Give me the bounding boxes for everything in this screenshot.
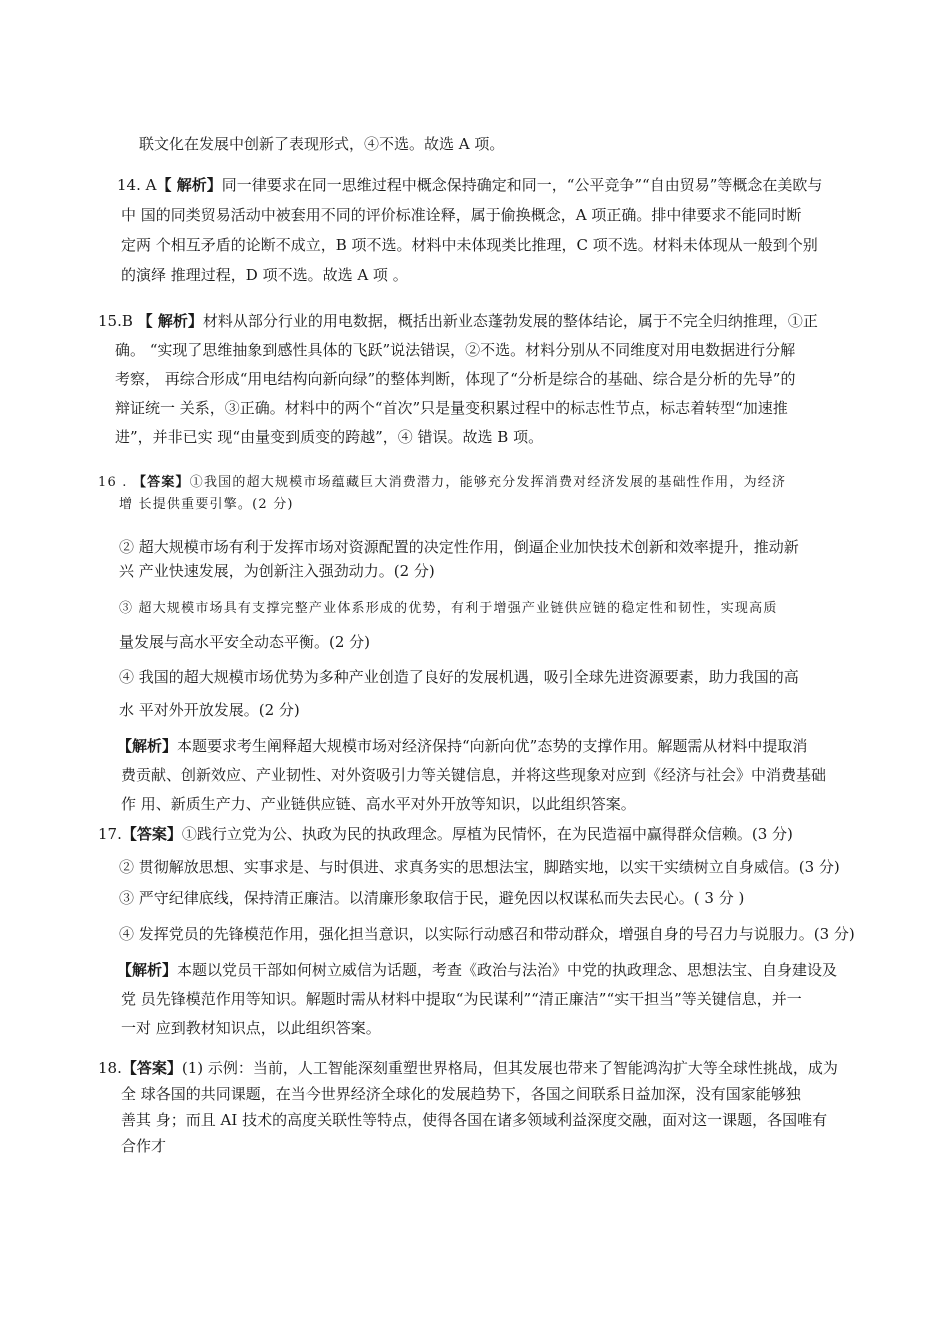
q17-analysis-line-2: 党 员先锋模范作用等知识。解题时需从材料中提取“为民谋利”“清正廉洁”“实干担当”等关键信息，并一 [121, 990, 802, 1008]
q14-line-4: 的演绎 推理过程，D 项不选。故选 A 项 。 [121, 266, 408, 284]
q16-analysis-line-1 [117, 736, 807, 756]
q16-analysis-line-3: 作 用、新质生产力、产业链供应链、高水平对外开放等知识，以此组织答案。 [121, 795, 636, 813]
q16-line-1 [98, 473, 786, 493]
q18-line-1 [98, 1058, 838, 1078]
q17-a1-text: ①践行立党为公、执政为民的执政理念。厚植为民情怀，在为民造福中赢得群众信赖。(3 分) [181, 825, 793, 843]
q16-analysis-line-2: 费贡献、创新效应、产业韧性、对外资吸引力等关键信息，并将这些现象对应到《经济与社会》中消费基础 [121, 766, 827, 784]
q16-analysis-tag: 【解析】 [117, 737, 178, 755]
q17-analysis-line-1 [117, 960, 837, 980]
q16-analysis-text-1: 本题要求考生阐释超大规模市场对经济保持“向新向优”态势的支撑作用。解题需从材料中提取消 [177, 737, 808, 755]
q16-answer-tag: 【答案】 [132, 475, 190, 490]
q16-a2-line-2: 兴 产业快速发展，为创新注入强劲动力。(2 分) [119, 562, 435, 580]
q16-a1-line-2: 增 长提供重要引擎。(2 分) [119, 497, 294, 512]
q16-a4-line-1: ④ 我国的超大规模市场优势为多种产业创造了良好的发展机遇，吸引全球先进资源要素，助力我国的高 [119, 668, 799, 686]
q15-text-1: 材料从部分行业的用电数据，概括出新业态蓬勃发展的整体结论，属于不完全归纳推理，①正 [202, 312, 818, 330]
q14-number: 14. A [117, 176, 157, 194]
carryover-line: 联文化在发展中创新了表现形式，④不选。故选 A 项。 [139, 135, 505, 153]
q15-line-5: 进”，并非已实 现“由量变到质变的跨越”，④ 错误。故选 B 项。 [115, 428, 544, 446]
q14-line-1 [117, 175, 822, 195]
q17-a3: ③ 严守纪律底线，保持清正廉洁。以清廉形象取信于民，避免因以权谋私而失去民心。( 3 分 ) [119, 889, 745, 907]
q18-number: 18. [98, 1059, 122, 1077]
q17-answer-tag: 【答案】 [121, 825, 182, 843]
q15-line-2: 确。 “实现了思维抽象到感性具体的飞跃”说法错误，②不选。材料分别从不同维度对用电数据进行分解 [115, 341, 796, 359]
q15-analysis-tag: 【 解析】 [137, 312, 203, 330]
q18-line-2: 全 球各国的共同课题，在当今世界经济全球化的发展趋势下，各国之间联系日益加深，没有国家能够独 [121, 1085, 801, 1103]
q15-line-1 [98, 311, 818, 331]
q17-a2: ② 贯彻解放思想、实事求是、与时俱进、求真务实的思想法宝，脚踏实地，以实干实绩树立自身威信。(3 分) [119, 858, 840, 876]
q18-answer-tag: 【答案】 [121, 1059, 182, 1077]
q17-analysis-tag: 【解析】 [117, 961, 178, 979]
q14-line-2: 中 国的同类贸易活动中被套用不同的评价标准诠释，属于偷换概念，A 项正确。排中律要求不能同时断 [121, 206, 802, 224]
q16-a2-line-1: ② 超大规模市场有利于发挥市场对资源配置的决定性作用，倒逼企业加快技术创新和效率提升，推动新 [119, 538, 799, 556]
q18-line-3: 善其 身；而且 AI 技术的高度关联性等特点，使得各国在诸多领域利益深度交融，面对这一课题，各国唯有 [121, 1111, 828, 1129]
q14-line-3: 定两 个相互矛盾的论断不成立，B 项不选。材料中未体现类比推理，C 项不选。材料未体现从一般到个别 [121, 236, 818, 254]
q14-text-1: 同一律要求在同一思维过程中概念保持确定和同一，“公平竞争”“自由贸易”等概念在美欧与 [221, 176, 823, 194]
q14-analysis-tag: 【 解析】 [156, 176, 222, 194]
q17-number: 17. [98, 825, 122, 843]
q18-text-1: (1) 示例：当前，人工智能深刻重塑世界格局，但其发展也带来了智能鸿沟扩大等全球性挑战，成为 [181, 1059, 838, 1077]
q16-a3-line-1: ③ 超大规模市场具有支撑完整产业体系形成的优势，有利于增强产业链供应链的稳定性和韧性，实现高质 [119, 601, 778, 616]
q15-line-4: 辩证统一 关系，③正确。材料中的两个“首次”只是量变积累过程中的标志性节点，标志着转型“加速推 [115, 399, 788, 417]
q17-analysis-text-1: 本题以党员干部如何树立威信为话题，考查《政治与法治》中党的执政理念、思想法宝、自身建设及 [177, 961, 838, 979]
q18-line-4: 合作才 [121, 1137, 167, 1155]
q16-a3-line-2: 量发展与高水平安全动态平衡。(2 分) [119, 633, 371, 651]
q17-line-1 [98, 824, 793, 844]
q16-number: 16 . [98, 475, 128, 490]
q17-a4: ④ 发挥党员的先锋模范作用，强化担当意识，以实际行动感召和带动群众，增强自身的号召力与说服力。(3 分) [119, 925, 855, 943]
q16-a4-line-2: 水 平对外开放发展。(2 分) [119, 701, 300, 719]
q15-line-3: 考察， 再综合形成“用电结构向新向绿”的整体判断，体现了“分析是综合的基础、综合是分析的先导”的 [115, 370, 796, 388]
q16-a1-text-1: ①我国的超大规模市场蕴藏巨大消费潜力，能够充分发挥消费对经济发展的基础性作用，为经济 [189, 475, 787, 490]
q17-analysis-line-3: 一对 应到教材知识点，以此组织答案。 [121, 1019, 381, 1037]
q15-number: 15.B [98, 312, 133, 330]
